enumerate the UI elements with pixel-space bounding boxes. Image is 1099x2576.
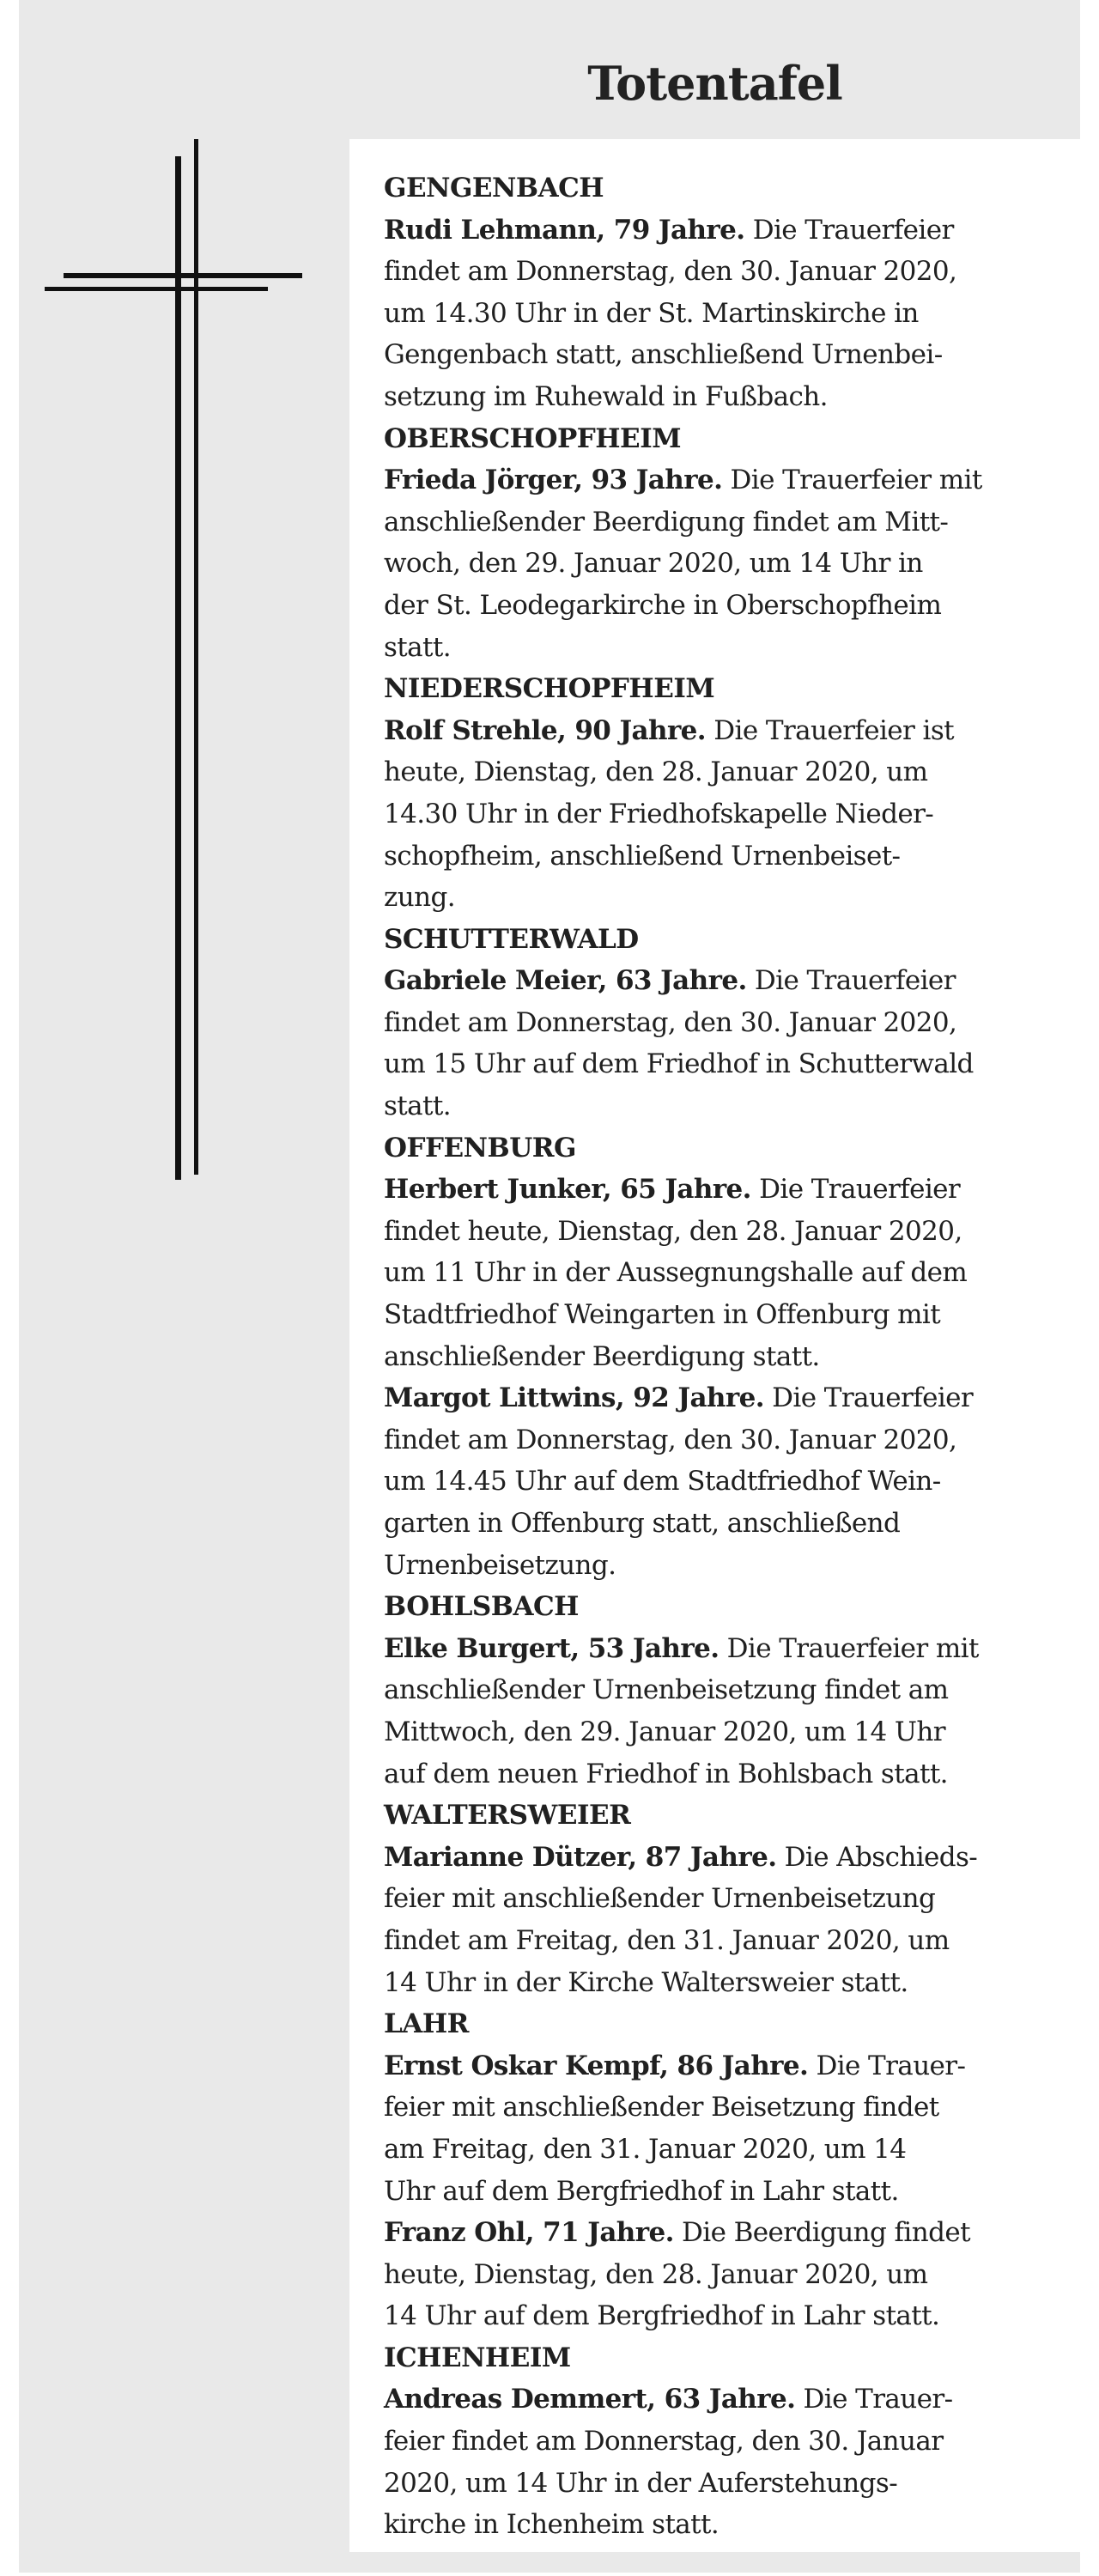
entry-line: anschließender Beerdigung statt. [384,1340,820,1372]
entry-text: Die Trauerfeier mit [722,465,982,496]
entry-line: heute, Dienstag, den 28. Januar 2020, um [384,756,928,788]
entry-text: Die Trauerfeier [744,214,954,246]
entry-line: heute, Dienstag, den 28. Januar 2020, um [384,2258,928,2290]
cross-horizontal-bar-top [64,273,302,278]
deceased-name: Rudi Lehmann, 79 Jahre. [384,214,745,246]
entry-text: Die Abschieds- [776,1841,978,1873]
entry-line [384,960,1072,1002]
place-heading: OBERSCHOPFHEIM [384,422,682,454]
entry-line [384,2045,1072,2087]
entry-line [384,1628,1072,1670]
place-heading: WALTERSWEIER [384,1800,631,1832]
entry-text: Die Trauerfeier [746,965,956,997]
cross-icon [19,0,349,1202]
obituary-entry [384,1169,1072,1377]
place-heading: ICHENHEIM [384,2342,571,2373]
entry-line [384,710,1072,752]
entry-line: 2020, um 14 Uhr in der Auferstehungs- [384,2467,898,2499]
entry-line: am Freitag, den 31. Januar 2020, um 14 [384,2133,907,2165]
entry-text: Die Trauer- [795,2384,953,2415]
entry-line: garten in Offenburg statt, anschließend [384,1508,901,1539]
obituary-list [349,139,1098,2552]
entry-line: anschließender Beerdigung findet am Mitt- [384,506,949,538]
obituary-entry [384,960,1072,1127]
entry-line: findet am Donnerstag, den 30. Januar 2020, [384,1424,957,1455]
cross-vertical-bar-left [175,156,181,1180]
entry-line [384,1837,1072,1879]
obituary-entry [384,2212,1072,2337]
deceased-name: Frieda Jörger, 93 Jahre. [384,465,723,496]
obituary-entry [384,459,1072,668]
obituary-entry [384,710,1072,919]
entry-line: findet heute, Dienstag, den 28. Januar 2020, [384,1215,962,1247]
entry-line: um 14.30 Uhr in der St. Martinskirche in [384,297,919,329]
entry-line: um 14.45 Uhr auf dem Stadtfriedhof Wein- [384,1466,941,1498]
entry-line: um 11 Uhr in der Aussegnungshalle auf dem [384,1257,968,1289]
obituary-entry [384,2379,1072,2545]
cross-vertical-bar-right [194,139,198,1175]
deceased-name: Marianne Dützer, 87 Jahre. [384,1841,777,1873]
entry-text: Die Trauerfeier mit [719,1632,979,1664]
deceased-name: Herbert Junker, 65 Jahre. [384,1174,751,1206]
entry-line [384,2212,1072,2254]
entry-line: statt. [384,631,452,663]
entry-line [384,1169,1072,1211]
entry-line: woch, den 29. Januar 2020, um 14 Uhr in [384,548,923,580]
entry-line: Urnenbeisetzung. [384,1549,616,1581]
entry-text: Die Trauerfeier ist [706,714,954,746]
obituary-frame [19,0,1080,2573]
entry-line: Mittwoch, den 29. Januar 2020, um 14 Uhr [384,1716,945,1747]
entry-line: feier findet am Donnerstag, den 30. Januar [384,2426,944,2458]
entry-line: Stadtfriedhof Weingarten in Offenburg mit [384,1299,941,1331]
entry-line [384,210,1072,252]
entry-line: kirche in Ichenheim statt. [384,2509,720,2541]
entry-line: Gengenbach statt, anschließend Urnenbei- [384,339,943,371]
entry-text: Die Trauerfeier [750,1174,961,1206]
deceased-name: Rolf Strehle, 90 Jahre. [384,714,707,746]
cross-horizontal-bar-bottom [45,287,268,291]
entry-line [384,2379,1072,2421]
deceased-name: Ernst Oskar Kempf, 86 Jahre. [384,2050,809,2081]
place-heading: BOHLSBACH [384,1591,579,1623]
entry-line: setzung im Ruhewald in Fußbach. [384,380,828,412]
entry-line: anschließender Urnenbeisetzung findet am [384,1674,949,1706]
entry-line: findet am Freitag, den 31. Januar 2020, um [384,1924,950,1956]
entry-line: feier mit anschließender Beisetzung findet [384,2092,939,2123]
obituary-entry [384,1377,1072,1586]
place-heading: LAHR [384,2008,469,2040]
entry-line: statt. [384,1091,452,1122]
entry-line: schopfheim, anschließend Urnenbeiset- [384,840,901,872]
entry-line: auf dem neuen Friedhof in Bohlsbach statt. [384,1758,948,1789]
obituary-entry [384,1837,1072,2003]
place-heading: GENGENBACH [384,173,604,204]
place-heading: SCHUTTERWALD [384,923,639,955]
place-heading: OFFENBURG [384,1132,576,1163]
obituary-entry [384,1628,1072,1795]
entry-line [384,459,1072,501]
entry-line: findet am Donnerstag, den 30. Januar 2020, [384,1006,957,1038]
deceased-name: Elke Burgert, 53 Jahre. [384,1632,720,1664]
entry-line: 14 Uhr in der Kirche Waltersweier statt. [384,1966,908,1998]
entry-line: zung. [384,882,455,914]
deceased-name: Andreas Demmert, 63 Jahre. [384,2384,796,2415]
entry-line: der St. Leodegarkirche in Oberschopfheim [384,589,942,621]
deceased-name: Franz Ohl, 71 Jahre. [384,2217,674,2249]
entry-text: Die Trauerfeier [763,1382,974,1414]
obituary-entry [384,2045,1072,2212]
entry-line: um 15 Uhr auf dem Friedhof in Schutterwald [384,1048,974,1080]
entry-line: findet am Donnerstag, den 30. Januar 2020, [384,256,957,288]
place-heading: NIEDERSCHOPFHEIM [384,673,715,705]
entry-line: 14 Uhr auf dem Bergfriedhof in Lahr statt. [384,2300,940,2332]
entry-line [384,1377,1072,1419]
deceased-name: Gabriele Meier, 63 Jahre. [384,965,747,997]
entry-line: feier mit anschließender Urnenbeisetzung [384,1883,936,1915]
entry-text: Die Beerdigung findet [673,2217,970,2249]
entry-line: Uhr auf dem Bergfriedhof in Lahr statt. [384,2175,899,2207]
obituary-entry [384,210,1072,418]
entry-line: 14.30 Uhr in der Friedhofskapelle Nieder- [384,798,934,829]
page-title: Totentafel [587,56,842,111]
entry-text: Die Trauer- [808,2050,966,2081]
deceased-name: Margot Littwins, 92 Jahre. [384,1382,764,1414]
